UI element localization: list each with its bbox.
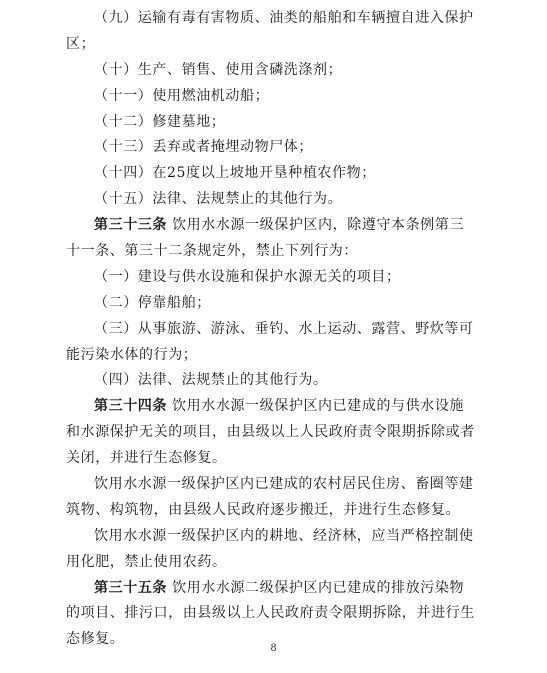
list-item: （十四）在25度以上坡地开垦种植农作物；: [94, 165, 376, 182]
paragraph-line: 饮用水水源一级保护区内已建成的农村居民住房、畜圈等建: [94, 476, 474, 493]
article-35-line: [66, 576, 486, 602]
list-item-continuation: 能污染水体的行为；: [66, 346, 198, 363]
paragraph-line: 筑物、构筑物，由县级人民政府逐步搬迁，并进行生态修复。: [66, 501, 461, 518]
list-item: （十二）修建墓地；: [94, 113, 226, 130]
article-33-text: 饮用水水源一级保护区内，除遵守本条例第三: [172, 217, 465, 234]
paragraph-line: 态修复。: [66, 631, 125, 648]
list-item: （二）停靠船舶；: [94, 294, 211, 311]
paragraph-line: 和水源保护无关的项目，由县级以上人民政府责令限期拆除或者: [66, 424, 475, 441]
list-item: （三）从事旅游、游泳、垂钓、水上运动、露营、野炊等可: [94, 320, 474, 337]
list-item: （十）生产、销售、使用含磷洗涤剂；: [94, 61, 343, 78]
article-33-line: [66, 213, 486, 239]
paragraph-line: 用化肥，禁止使用农药。: [66, 553, 227, 570]
article-35-title: 第三十五条: [94, 579, 167, 596]
list-item: （十三）丢弃或者掩埋动物尸体；: [94, 139, 313, 156]
paragraph-line: 关闭，并进行生态修复。: [66, 450, 227, 467]
paragraph-line: 的项目、排污口，由县级以上人民政府责令限期拆除，并进行生: [66, 605, 475, 622]
list-item: （一）建设与供水设施和保护水源无关的项目；: [94, 268, 401, 285]
list-item: （十五）法律、法规禁止的其他行为。: [94, 191, 343, 208]
article-35-text: 饮用水水源二级保护区内已建成的排放污染物: [172, 579, 465, 596]
paragraph-line: 十一条、第三十二条规定外，禁止下列行为：: [66, 243, 358, 260]
document-body: [66, 6, 486, 653]
list-item: （四）法律、法规禁止的其他行为。: [94, 372, 328, 389]
page-number: 8: [270, 643, 277, 654]
paragraph-line: 饮用水水源一级保护区内的耕地、经济林，应当严格控制使: [94, 527, 474, 544]
list-item: （十一）使用燃油机动船；: [94, 87, 270, 104]
article-33-title: 第三十三条: [94, 217, 167, 234]
article-34-title: 第三十四条: [94, 398, 167, 415]
list-item-continuation: 区；: [66, 35, 96, 52]
article-34-line: [66, 394, 486, 420]
article-34-text: 饮用水水源一级保护区内已建成的与供水设施: [172, 398, 465, 415]
list-item: （九）运输有毒有害物质、油类的船舶和车辆擅自进入保护: [94, 10, 474, 26]
